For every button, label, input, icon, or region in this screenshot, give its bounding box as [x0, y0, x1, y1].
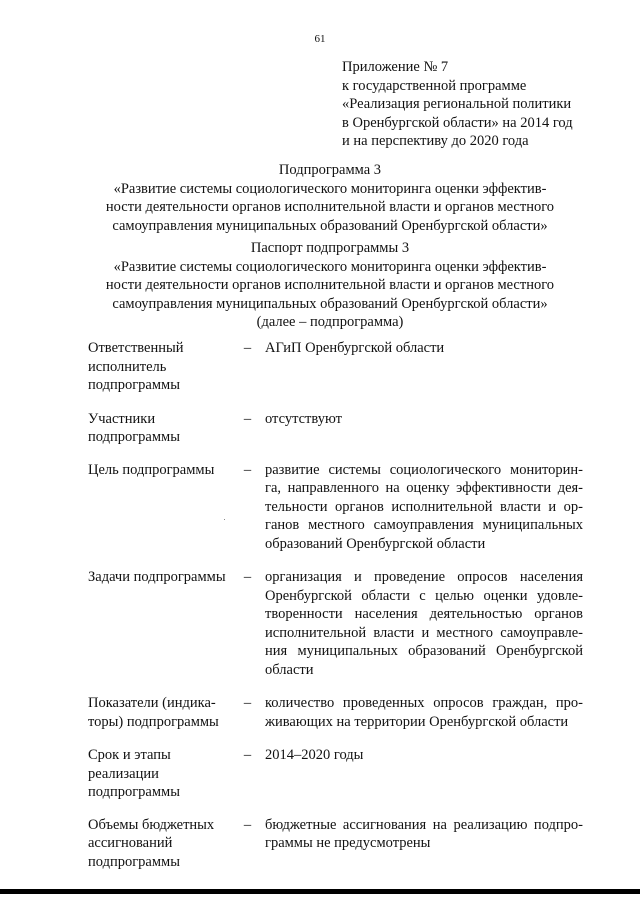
passport-row — [88, 816, 588, 872]
passport-row — [88, 339, 588, 395]
passport-value-line: отсутствуют — [265, 410, 342, 427]
passport-value-line: ганов местного самоуправления муниципальных — [265, 517, 583, 533]
passport-title-line: (далее – подпрограмма) — [256, 314, 404, 330]
passport-value-line: исполнительной власти и местного самоуправле- — [265, 624, 583, 641]
passport-value-line: развитие системы социологического мониторин- — [265, 461, 583, 478]
passport-label-line: Участники — [88, 410, 156, 427]
subprogram-title-line: «Развитие системы социологического мониторинга оценки эффектив- — [113, 180, 547, 197]
passport-value-line: 2014–2020 годы — [265, 747, 364, 763]
passport-title-line: ности деятельности органов исполнительной власти и органов местного — [105, 277, 555, 293]
scan-speck — [224, 519, 225, 520]
passport-row-value — [265, 461, 583, 554]
passport-row — [88, 461, 588, 554]
bottom-rule — [0, 889, 640, 894]
passport-value-line: количество проведенных опросов граждан, про- — [265, 695, 583, 711]
passport-title — [60, 239, 600, 332]
passport-row-value — [265, 410, 583, 429]
passport-row-label — [88, 816, 230, 872]
appendix-line: в Оренбургской области» на 2014 год — [342, 114, 573, 131]
passport-row-value — [265, 746, 583, 765]
passport-row-value — [265, 694, 583, 731]
passport-label-line: подпрограммы — [88, 429, 180, 445]
passport-value-line: образований Оренбургской области — [265, 535, 486, 552]
passport-value-line: Оренбургской области с целью оценки удовле- — [265, 587, 583, 604]
passport-label-line: Задачи подпрограммы — [88, 569, 226, 585]
passport-value-line: га, направленного на оценку эффективности дея- — [265, 480, 583, 496]
passport-row-dash: – — [243, 816, 252, 833]
passport-row-dash: – — [243, 569, 252, 585]
passport-label-line: Цель подпрограммы — [88, 461, 215, 478]
passport-value-line: творенности населения деятельностью органов — [265, 606, 583, 622]
passport-label-line: Срок и этапы — [88, 747, 171, 763]
passport-row-label — [88, 410, 230, 447]
subprogram-title-line: самоуправления муниципальных образований Оренбургской области» — [112, 217, 548, 234]
passport-value-line: бюджетные ассигнования на реализацию подпро- — [265, 816, 583, 833]
passport-label-line: Объемы бюджетных — [88, 816, 215, 833]
passport-row — [88, 694, 588, 731]
passport-label-line: Ответственный — [88, 340, 184, 356]
passport-label-line: ассигнований — [88, 835, 173, 851]
appendix-line: Приложение № 7 — [342, 59, 449, 75]
passport-value-line: живающих на территории Оренбургской области — [265, 713, 569, 730]
passport-label-line: подпрограммы — [88, 377, 180, 393]
passport-label-line: реализации — [88, 765, 159, 782]
passport-value-line: области — [265, 661, 314, 678]
passport-row-dash: – — [243, 695, 252, 711]
passport-label-line: подпрограммы — [88, 784, 180, 800]
passport-title-line: Паспорт подпрограммы 3 — [250, 240, 410, 256]
subprogram-title-line: Подпрограмма 3 — [278, 162, 382, 178]
passport-row-dash: – — [243, 340, 252, 356]
passport-row-dash: – — [243, 410, 252, 427]
passport-value-line: ния муниципальных образований Оренбургской — [265, 643, 583, 659]
subprogram-title — [60, 161, 600, 235]
passport-row-label — [88, 694, 230, 731]
passport-row — [88, 746, 588, 802]
passport-row — [88, 568, 588, 679]
passport-row-label — [88, 746, 230, 802]
subprogram-title-line: ности деятельности органов исполнительной власти и органов местного — [105, 199, 555, 215]
passport-row-value — [265, 339, 583, 358]
passport-row-label — [88, 339, 230, 395]
passport-title-line: «Развитие системы социологического мониторинга оценки эффектив- — [113, 258, 547, 275]
passport-label-line: подпрограммы — [88, 853, 180, 870]
appendix-line: и на перспективу до 2020 года — [342, 133, 529, 149]
passport-row-dash: – — [243, 747, 252, 763]
passport-title-line: самоуправления муниципальных образований Оренбургской области» — [112, 295, 548, 312]
appendix-line: «Реализация региональной политики — [342, 96, 572, 112]
passport-label-line: исполнитель — [88, 358, 167, 375]
passport-value-line: граммы не предусмотрены — [265, 835, 431, 851]
passport-value-line: организация и проведение опросов населения — [265, 569, 583, 585]
page-number: 61 — [314, 33, 326, 45]
passport-row-value — [265, 816, 583, 853]
appendix-line: к государственной программе — [342, 77, 527, 94]
passport-row-dash: – — [243, 461, 252, 478]
appendix-header — [342, 58, 632, 151]
passport-label-line: Показатели (индика- — [88, 695, 216, 711]
passport-row — [88, 410, 588, 447]
passport-row-label — [88, 461, 230, 480]
passport-row-value — [265, 568, 583, 679]
passport-value-line: тельности органов исполнительной власти и ор- — [265, 498, 583, 515]
passport-table — [88, 339, 588, 871]
passport-label-line: торы) подпрограммы — [88, 713, 219, 730]
passport-row-label — [88, 568, 230, 587]
passport-value-line: АГиП Оренбургской области — [265, 340, 445, 356]
